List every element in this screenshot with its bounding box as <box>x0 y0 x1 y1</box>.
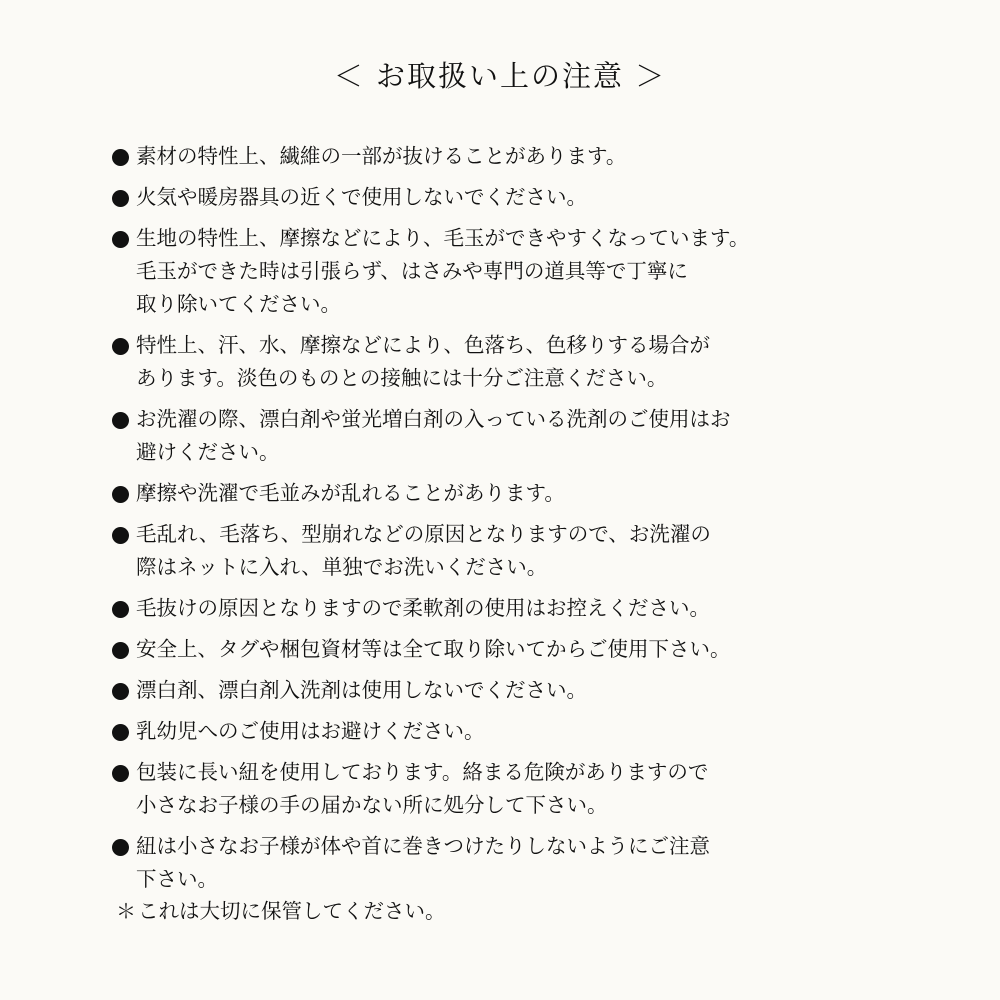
list-item <box>110 403 880 469</box>
note-line: 生地の特性上、摩擦などにより、毛玉ができやすくなっています。 <box>136 226 750 250</box>
bullet-icon <box>112 724 129 741</box>
list-item <box>110 633 880 666</box>
bullet-icon <box>112 642 129 659</box>
list-item <box>110 222 880 321</box>
bullet-icon <box>112 683 129 700</box>
note-line: 下さい。 <box>136 867 218 891</box>
bullet-icon <box>112 231 129 248</box>
footer-text: これは大切に保管してください。 <box>138 899 446 923</box>
note-line: 毛乱れ、毛落ち、型崩れなどの原因となりますので、お洗濯の <box>136 522 711 546</box>
note-line: 取り除いてください。 <box>136 292 341 316</box>
page-title: ＜ お取扱い上の注意 ＞ <box>333 59 667 93</box>
note-line: 素材の特性上、繊維の一部が抜けることがあります。 <box>136 144 627 168</box>
note-line: 漂白剤、漂白剤入洗剤は使用しないでください。 <box>136 678 587 702</box>
bullet-icon <box>112 190 129 207</box>
note-line: 毛玉ができた時は引張らず、はさみや専門の道具等で丁寧に <box>136 259 688 283</box>
list-item <box>110 674 880 707</box>
note-line: 際はネットに入れ、単独でお洗いください。 <box>136 555 548 579</box>
bullet-icon <box>112 765 129 782</box>
bullet-icon <box>112 839 129 856</box>
note-line: 小さなお子様の手の届かない所に処分して下さい。 <box>136 793 608 817</box>
bullet-icon <box>112 149 129 166</box>
list-item <box>110 592 880 625</box>
asterisk-mark: ＊ <box>116 899 136 923</box>
list-item <box>110 715 880 748</box>
note-line: 避けください。 <box>136 440 280 464</box>
note-line: 毛抜けの原因となりますので柔軟剤の使用はお控えください。 <box>136 596 710 620</box>
note-line: 紐は小さなお子様が体や首に巻きつけたりしないようにご注意 <box>136 834 710 858</box>
note-line: 包装に長い紐を使用しております。絡まる危険がありますので <box>136 760 709 784</box>
bullet-icon <box>112 601 129 618</box>
note-line: お洗濯の際、漂白剤や蛍光増白剤の入っている洗剤のご使用はお <box>136 407 731 431</box>
bullet-icon <box>112 486 129 503</box>
note-line: 火気や暖房器具の近くで使用しないでください。 <box>136 185 587 209</box>
list-item <box>110 518 880 584</box>
list-item <box>110 830 880 896</box>
list-item <box>110 140 880 173</box>
footer-note <box>116 895 446 928</box>
note-line: 乳幼児へのご使用はお避けください。 <box>136 719 485 743</box>
bullet-icon <box>112 338 129 355</box>
bullet-icon <box>112 527 129 544</box>
note-line: 安全上、タグや梱包資材等は全て取り除いてからご使用下さい。 <box>136 637 731 661</box>
note-line: あります。淡色のものとの接触には十分ご注意ください。 <box>136 366 668 390</box>
note-line: 特性上、汗、水、摩擦などにより、色落ち、色移りする場合が <box>136 333 710 357</box>
list-item <box>110 756 880 822</box>
list-item <box>110 329 880 395</box>
bullet-icon <box>112 412 129 429</box>
list-item <box>110 477 880 510</box>
list-item <box>110 181 880 214</box>
notes-list <box>110 140 880 904</box>
note-line: 摩擦や洗濯で毛並みが乱れることがあります。 <box>136 481 565 505</box>
